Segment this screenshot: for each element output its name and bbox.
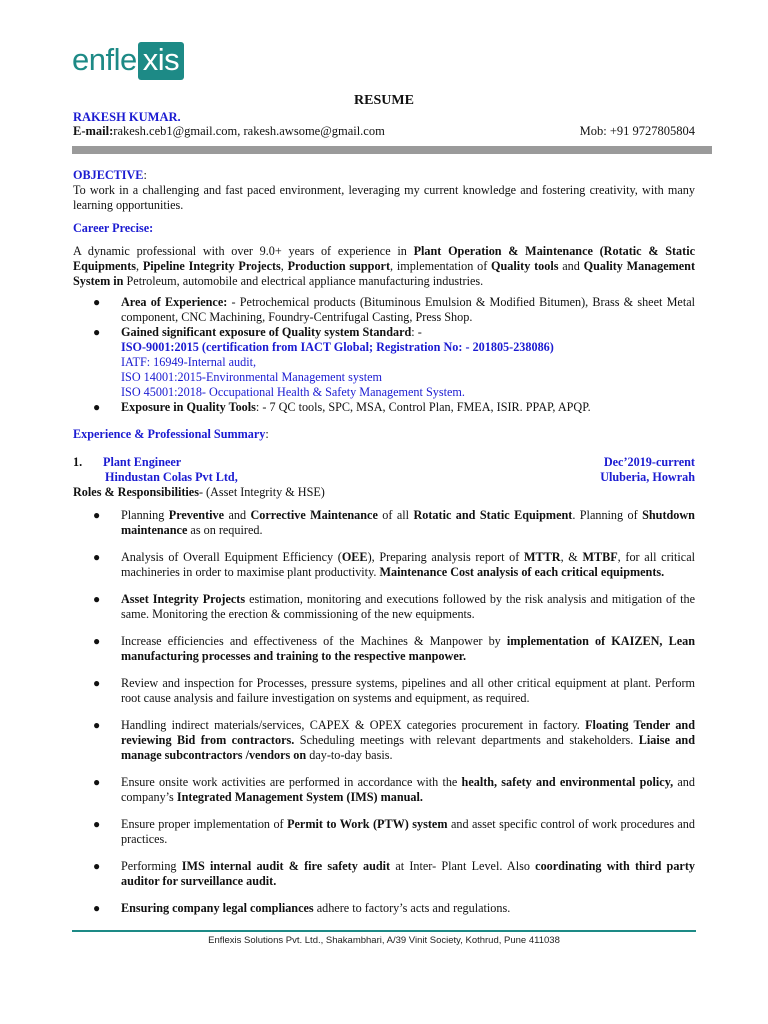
job-number: 1. bbox=[73, 455, 83, 469]
header-divider bbox=[72, 146, 712, 154]
responsibility-item: ● Asset Integrity Projects estimation, monitoring and executions followed by the risk analysis and mitigation of the same. Monitoring the erection & commissioning of the new equipments. bbox=[93, 592, 695, 621]
job-role: Plant Engineer bbox=[103, 455, 182, 469]
company-logo bbox=[72, 42, 184, 80]
footer-divider bbox=[72, 930, 696, 932]
responsibility-item: ● Review and inspection for Processes, pressure systems, pipelines and all other critical equipment at plant. Perform root cause analysis and failure investigation on systems and equipment, as required. bbox=[93, 676, 695, 705]
responsibility-item: ● Handling indirect materials/services, CAPEX & OPEX categories procurement in factory. Floating Tender and reviewing Bid from contractors. Scheduling meetings with relevant departments and stakeholders. Liaise and manage subcontractors /vendors on day-to-day basis. bbox=[93, 718, 695, 762]
iso-item: ISO-9001:2015 (certification from IACT Global; Registration No: - 201805-238086) bbox=[121, 340, 554, 354]
email-line bbox=[73, 124, 385, 139]
experience-heading: Experience & Professional Summary: bbox=[73, 427, 269, 441]
list-item: ● Area of Experience: - Petrochemical products (Bituminous Emulsion & Modified Bitumen), Brass & sheet Metal component, CNC Machining, Foundry-Centrifugal Casting, Press Shop. bbox=[93, 295, 695, 324]
mobile-number: Mob: +91 9727805804 bbox=[579, 124, 695, 138]
tools-list bbox=[73, 400, 695, 415]
iso-list bbox=[73, 340, 695, 400]
objective-heading: OBJECTIVE: bbox=[73, 168, 147, 182]
logo-text: enfle bbox=[72, 42, 137, 77]
responsibility-item: ● Performing IMS internal audit & fire safety audit at Inter- Plant Level. Also coordinating with third party auditor for surveillance audit. bbox=[93, 859, 695, 888]
list-item: ● Gained significant exposure of Quality system Standard: - bbox=[93, 325, 422, 339]
iso-item: ISO 14001:2015-Environmental Management system bbox=[121, 370, 382, 384]
career-heading: Career Precise: bbox=[73, 221, 154, 235]
responsibility-item: ● Planning Preventive and Corrective Maintenance of all Rotatic and Static Equipment. Planning of Shutdown maintenance as on required. bbox=[93, 508, 695, 537]
list-item: ● Exposure in Quality Tools: - 7 QC tools, SPC, MSA, Control Plan, FMEA, ISIR. PPAP, APQP. bbox=[93, 400, 591, 414]
logo-box: xis bbox=[138, 42, 184, 80]
job-location: Uluberia, Howrah bbox=[600, 470, 695, 484]
roles-heading: Roles & Responsibilities- (Asset Integrity & HSE) bbox=[73, 485, 325, 499]
job-company-row bbox=[73, 470, 695, 485]
responsibility-item: ● Analysis of Overall Equipment Efficiency (OEE), Preparing analysis report of MTTR, & MTBF, for all critical machineries in order to maximise plant productivity. Maintenance Cost analysis of each critical equipments. bbox=[93, 550, 695, 579]
email-value: rakesh.ceb1@gmail.com, rakesh.awsome@gmail.com bbox=[113, 124, 385, 138]
iso-item: ISO 45001:2018- Occupational Health & Safety Management System. bbox=[121, 385, 465, 399]
career-list bbox=[73, 295, 695, 340]
job-period: Dec’2019-current bbox=[603, 455, 695, 469]
email-label: E-mail: bbox=[73, 124, 114, 138]
resume-body bbox=[73, 168, 695, 928]
responsibility-item: ● Ensure onsite work activities are performed in accordance with the health, safety and environmental policy, and company’s Integrated Management System (IMS) manual. bbox=[93, 775, 695, 804]
job-title-row bbox=[73, 455, 695, 470]
objective-text: To work in a challenging and fast paced environment, leveraging my current knowledge and fostering creativity, with many learning opportunities. bbox=[73, 183, 695, 212]
candidate-name: RAKESH KUMAR. bbox=[73, 110, 181, 124]
page-title: RESUME bbox=[354, 93, 414, 108]
responsibility-list bbox=[73, 508, 695, 916]
job-company: Hindustan Colas Pvt Ltd, bbox=[105, 470, 238, 484]
responsibility-item: ● Ensuring company legal compliances adhere to factory’s acts and regulations. bbox=[93, 901, 511, 915]
iso-item: IATF: 16949-Internal audit, bbox=[121, 355, 257, 369]
career-summary: A dynamic professional with over 9.0+ years of experience in Plant Operation & Maintenance (Rotatic & Static Equipments, Pipeline Integrity Projects, Production support, implementation of Quality tools and Quality Management System in Petroleum, automobile and electrical appliance manufacturing industries. bbox=[73, 244, 696, 288]
footer-address: Enflexis Solutions Pvt. Ltd., Shakambhari, A/39 Vinit Society, Kothrud, Pune 411038 bbox=[208, 935, 560, 946]
responsibility-item: ● Increase efficiencies and effectiveness of the Machines & Manpower by implementation of KAIZEN, Lean manufacturing processes and training to the respective manpower. bbox=[93, 634, 695, 663]
responsibility-item: ● Ensure proper implementation of Permit to Work (PTW) system and asset specific control of work procedures and practices. bbox=[93, 817, 695, 846]
